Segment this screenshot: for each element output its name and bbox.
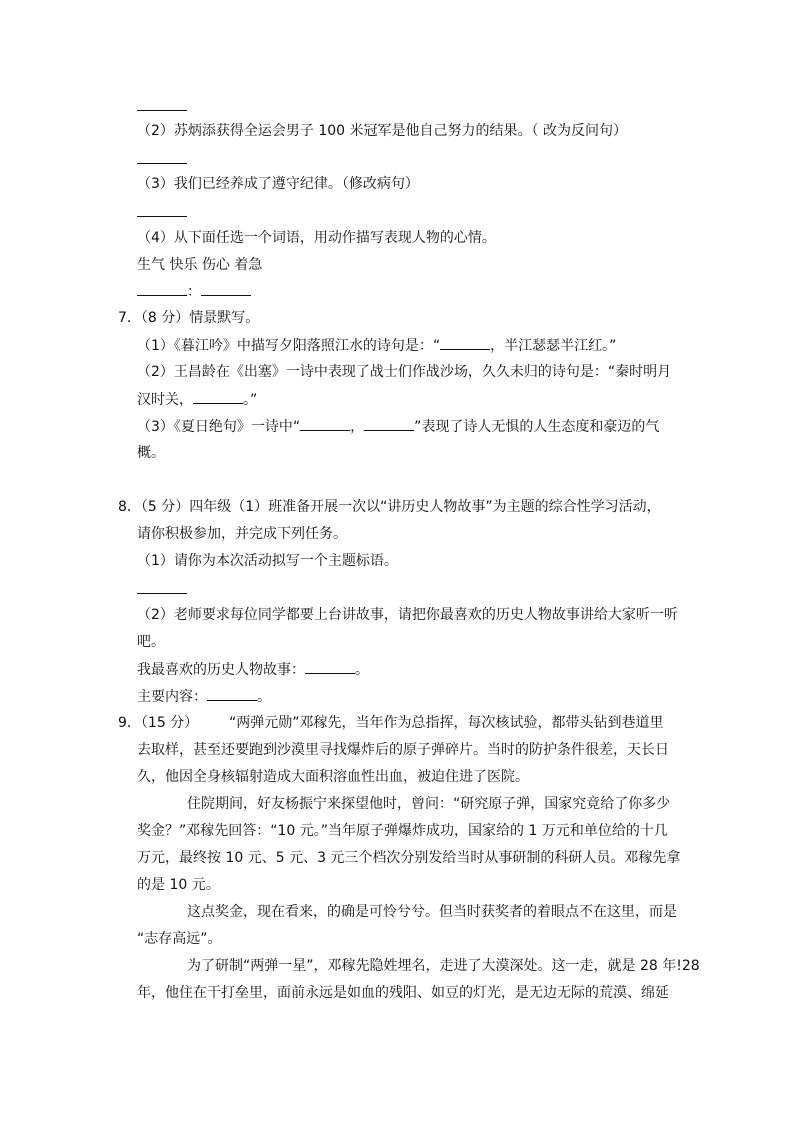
q9-para1-line1: “两弹元勋”邓稼先，当年作为总指挥，每次核试验，都带头钻到巷道里 bbox=[229, 715, 664, 731]
q7-sub3 bbox=[137, 416, 659, 437]
answer-blank[interactable] bbox=[193, 389, 243, 404]
period: 。 bbox=[355, 662, 369, 678]
q8-content-label: 主要内容： bbox=[137, 689, 207, 705]
q9-para3-line1: 这点奖金，现在看来，的确是可怜兮兮。但当时获奖者的着眼点不在这里，而是 bbox=[187, 904, 677, 920]
answer-blank[interactable] bbox=[364, 416, 414, 431]
answer-blank[interactable] bbox=[137, 216, 187, 217]
q8-favorite-story bbox=[137, 659, 369, 680]
colon: ： bbox=[187, 284, 201, 300]
q7-sub2-text-end: 。” bbox=[243, 392, 258, 408]
q9-para2-line2: 奖金？”邓稼先回答：“10 元。”当年原子弹爆炸成功，国家给的 1 万元和单位给的十几 bbox=[137, 823, 668, 839]
answer-blank[interactable] bbox=[300, 416, 350, 431]
answer-blank[interactable] bbox=[207, 686, 257, 701]
answer-blank[interactable] bbox=[137, 163, 187, 164]
q9-para1-line2: 去取样，甚至还要跑到沙漠里寻找爆炸后的原子弹碎片。当时的防护条件很差，天长日 bbox=[137, 742, 669, 758]
q8-heading: 8．（5 分）四年级（1）班准备开展一次以“讲历史人物故事”为主题的综合性学习活动， bbox=[118, 499, 661, 515]
q8-sub1: （1）请你为本次活动拟写一个主题标语。 bbox=[137, 553, 398, 569]
answer-blank[interactable] bbox=[201, 281, 251, 296]
q9-para2-line1: 住院期间，好友杨振宁来探望他时，曾问：“研究原子弹，国家究竟给了你多少 bbox=[187, 796, 671, 812]
q9-para1-line3: 久，他因全身核辐射造成大面积溶血性出血，被迫住进了医院。 bbox=[137, 769, 529, 785]
q7-sub3-cont: 概。 bbox=[137, 445, 165, 461]
q7-sub2-cont bbox=[137, 389, 257, 410]
q7-sub3-text: （3）《夏日绝句》一诗中“ bbox=[137, 419, 301, 435]
q7-sub1-text-end: ，半江瑟瑟半江红。” bbox=[490, 338, 617, 354]
answer-blank[interactable] bbox=[137, 110, 187, 111]
q8-main-content bbox=[137, 686, 271, 707]
q6-sub3: （3）我们已经养成了遵守纪律。（修改病句） bbox=[137, 176, 419, 192]
answer-blank[interactable] bbox=[305, 659, 355, 674]
q8-heading-cont: 请你积极参加，并完成下列任务。 bbox=[137, 526, 347, 542]
q6-sub2: （2）苏炳添获得全运会男子 100 米冠军是他自己努力的结果。（ 改为反问句） bbox=[137, 123, 627, 139]
q7-sub1 bbox=[137, 335, 616, 356]
answer-blank[interactable] bbox=[137, 281, 187, 296]
q6-sub4: （4）从下面任选一个词语，用动作描写表现人物的心情。 bbox=[137, 230, 496, 246]
q9-para2-line4: 的是 10 元。 bbox=[137, 877, 220, 893]
q8-fav-label: 我最喜欢的历史人物故事： bbox=[137, 662, 305, 678]
q6-word-choices: 生气 快乐 伤心 着急 bbox=[137, 257, 263, 273]
q9-para4-line2: 年，他住在干打垒里，面前永远是如血的残阳、如豆的灯光，是无边无际的荒漠、绵延 bbox=[137, 985, 669, 1001]
answer-blank[interactable] bbox=[137, 593, 187, 594]
q7-sub2: （2）王昌龄在《出塞》一诗中表现了战士们作战沙场，久久未归的诗句是：“秦时明月 bbox=[137, 364, 672, 380]
q7-heading: 7．（8 分）情景默写。 bbox=[118, 310, 260, 326]
q7-sub1-text: （1）《暮江吟》中描写夕阳落照江水的诗句是：“ bbox=[137, 338, 441, 354]
q9-heading: 9．（15 分） bbox=[118, 715, 199, 731]
answer-blank[interactable] bbox=[440, 335, 490, 350]
comma: ， bbox=[350, 419, 365, 435]
q8-sub2: （2）老师要求每位同学都要上台讲故事，请把你最喜欢的历史人物故事讲给大家听一听 bbox=[137, 607, 678, 623]
q9-para2-line3: 万元，最终按 10 元、5 元、3 元三个档次分别发给当时从事研制的科研人员。邓稼先拿 bbox=[137, 850, 681, 866]
q8-sub2-cont: 吧。 bbox=[137, 634, 165, 650]
q9-para4-line1: 为了研制“两弹一星”，邓稼先隐姓埋名，走进了大漠深处。这一走，就是 28 年!28 bbox=[187, 958, 700, 974]
q7-sub2-text: 汉时关， bbox=[137, 392, 193, 408]
q9-para3-line2: “志存高远”。 bbox=[137, 931, 222, 947]
q7-sub3-text-end: ”表现了诗人无惧的人生态度和豪迈的气 bbox=[414, 419, 660, 435]
period: 。 bbox=[257, 689, 271, 705]
q6-sub4-answer bbox=[137, 281, 251, 302]
